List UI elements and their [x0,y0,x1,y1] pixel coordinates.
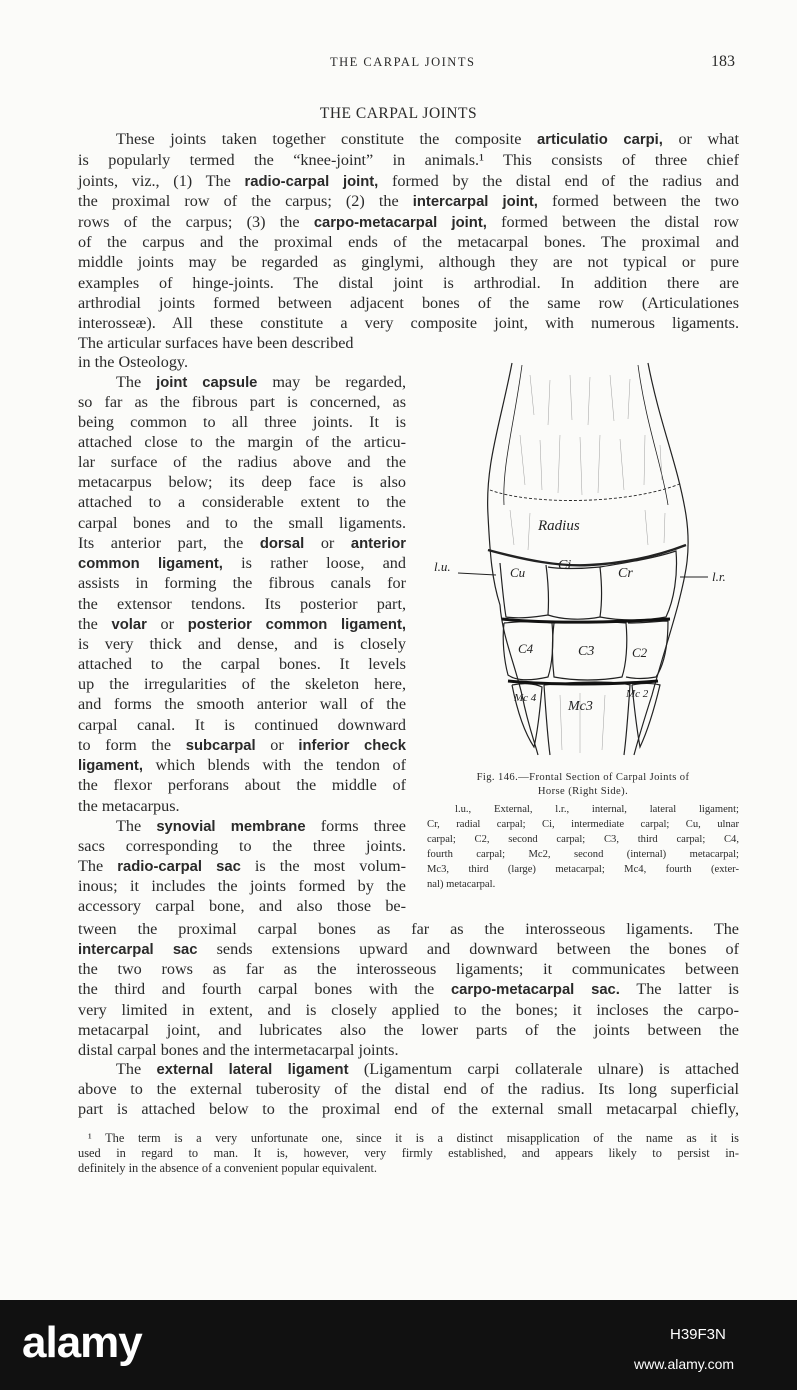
body-line [78,816,406,837]
text-run: so far as the fibrous part is concerned, as [78,393,406,411]
text-run: accessory carpal bone, and also those be- [78,897,406,915]
text-run: the metacarpus. [78,797,180,815]
body-line [78,1000,739,1020]
label-c2: C2 [632,645,648,660]
text-run: These joints taken together constitute the composite [116,130,538,148]
text-run: of the carpus and the proximal ends of the metacarpal bones. The proximal and [78,233,739,251]
carpal-section-figure [430,355,742,765]
text-run: the extensor tendons. Its posterior part, [78,595,406,613]
body-line [78,553,406,574]
text-run: joints, viz., (1) The [78,172,245,190]
text-run: formed by the distal end of the radius and [378,172,739,190]
body-line [78,939,739,960]
text-run: forms three [305,817,406,835]
text-run: The articular surfaces have been described [78,334,354,352]
body-line [78,372,406,393]
bold-term: carpo-metacarpal joint, [313,215,487,231]
text-run: or what [662,130,739,148]
body-line [78,273,739,293]
text-run: metacarpal joint, and lubricates also the lower parts of the joints between the [78,1021,739,1039]
footnote-line: ¹ The term is a very unfortunate one, since it is a distinct misapplication of the name as it is [88,1131,739,1145]
caption-title-line: Horse (Right Side). [537,786,629,797]
body-line [78,412,406,432]
body-line [78,654,406,674]
label-mc3: Mc3 [568,699,593,714]
text-run: attached close to the margin of the articu- [78,433,406,451]
caption-line: carpal; C2, second carpal; C3, third carpal; C4, [427,834,739,845]
text-run: part is attached below to the proximal end of the external small metacarpal chiefly, [78,1100,739,1118]
label-cu: Cu [510,565,526,580]
bold-term: intercarpal joint, [412,194,538,210]
body-line [78,313,739,333]
label-lr: l.r. [712,569,726,584]
bold-term: ligament, [78,758,143,774]
body-line [78,614,406,635]
watermark-image-id: H39F3N [670,1326,726,1343]
text-run: the proximal row of the carpus; (2) the [78,192,413,210]
body-line [78,150,739,170]
body-line [78,573,406,593]
bold-term: carpo-metacarpal sac. [450,982,620,998]
text-run: middle joints may be regarded as ginglymi, although they are not typical or pure [78,253,739,271]
body-line [78,796,406,816]
intermediate-carpal-shape [548,567,602,619]
bold-term: posterior common ligament, [187,617,407,633]
body-line [78,836,406,856]
text-run: the two rows as far as the interosseous ligaments; it communicates between [78,960,739,978]
body-line [78,432,406,452]
text-run: metacarpus below; its deep face is also [78,473,406,491]
bold-term: dorsal [259,536,305,552]
text-run: sends extensions upward and downward between the bones of [197,940,740,958]
watermark-url: www.alamy.com [634,1356,735,1372]
text-run: (Ligamentum carpi collaterale ulnare) is attached [348,1060,739,1078]
caption-line: Mc3, third (large) metacarpal; Mc4, fourth (exter- [427,864,739,875]
text-run: The [116,1060,157,1078]
bold-term: anterior [350,536,406,552]
bold-term: inferior check [298,738,406,754]
body-line [78,674,406,694]
body-line [78,876,406,896]
body-line [78,755,406,776]
body-line [78,634,406,654]
text-run: lar surface of the radius above and the [78,453,406,471]
text-run: is rather loose, and [222,554,406,572]
text-run: The [116,373,157,391]
text-run: arthrodial joints formed between adjacent bones of the same row (Articulationes [78,294,739,312]
text-run: interosseæ). All these constitute a very composite joint, with numerous ligaments. [78,314,739,332]
body-line [78,191,739,212]
label-cr: Cr [618,566,633,581]
label-radius: Radius [538,518,580,534]
label-mc4: Mc 4 [514,692,537,704]
body-line [78,1059,739,1080]
label-ci: Ci [558,558,572,573]
text-run: may be regarded, [257,373,406,391]
text-run: is very thick and dense, and is closely [78,635,406,653]
text-run: assists in forming the fibrous canals for [78,574,406,592]
body-line [78,1040,739,1060]
label-c3: C3 [578,644,595,659]
bold-term: common ligament, [78,556,223,572]
text-run: which blends with the tendon of [142,756,406,774]
watermark-brand: alamy [22,1318,142,1367]
label-lu: l.u. [434,559,451,574]
body-line [78,1079,739,1099]
body-line [78,735,406,756]
text-run: examples of hinge-joints. The distal joint is arthrodial. In addition there are [78,274,739,292]
body-line [78,856,406,877]
text-run: attached to a considerable extent to the [78,493,406,511]
body-line [78,212,739,233]
body-line [78,533,406,554]
caption-title-line: Fig. 146.—Frontal Section of Carpal Joints of [476,772,690,783]
body-line [78,472,406,492]
label-mc2: Mc 2 [626,688,649,700]
body-line [78,959,739,979]
text-run: in the Osteology. [78,353,188,371]
text-run: tween the proximal carpal bones as far as the interosseous ligaments. The [78,920,739,938]
body-line [78,352,406,372]
text-run: attached to the carpal bones. It levels [78,655,406,673]
footnote-line: used in regard to man. It is, however, very firmly established, and appears likely to persist in- [78,1146,739,1160]
bold-term: radio-carpal sac [117,859,241,875]
body-line [78,333,406,353]
caption-line: fourth carpal; Mc2, second (internal) metacarpal; [427,849,739,860]
text-run: above to the external tuberosity of the distal end of the radius. Its long superficial [78,1080,739,1098]
radial-carpal-shape [600,551,677,620]
body-line [78,452,406,472]
body-line [78,979,739,1000]
body-line [78,594,406,614]
body-line [78,513,406,533]
text-run: the third and fourth carpal bones with the [78,980,451,998]
body-line [78,232,739,252]
text-run: Its anterior part, the [78,534,260,552]
body-line [78,1099,739,1119]
body-line [78,492,406,512]
section-title: THE CARPAL JOINTS [319,105,478,122]
text-run: inous; it includes the joints formed by the [78,877,406,895]
body-line [78,694,406,714]
running-head [0,55,797,75]
text-run: or [146,615,188,633]
text-run: is popularly termed the “knee-joint” in animals.¹ This consists of three chief [78,151,739,169]
page-number: 183 [711,53,735,70]
label-c4: C4 [518,641,534,656]
running-head-title: THE CARPAL JOINTS [330,55,476,69]
text-run: The latter is [619,980,739,998]
body-line [78,896,406,916]
text-run: carpal canal. It is continued downward [78,716,406,734]
bold-term: radio-carpal joint, [244,174,379,190]
body-line [78,129,739,150]
text-run: to form the [78,736,186,754]
third-metacarpal-shape [544,682,630,755]
text-run: being common to all three joints. It is [78,413,406,431]
bold-term: intercarpal sac [78,942,198,958]
bold-term: volar [111,617,147,633]
text-run: distal carpal bones and the intermetacarpal joints. [78,1041,399,1059]
text-run: very limited in extent, and is closely applied to the bones; it incloses the carpo- [78,1001,739,1019]
caption-line: nal) metacarpal. [427,879,496,890]
text-run: the [78,615,112,633]
body-line [78,1020,739,1040]
footnote-line: definitely in the absence of a convenient popular equivalent. [78,1161,377,1175]
text-run: or [255,736,299,754]
text-run: formed between the two [537,192,739,210]
text-run: or [304,534,351,552]
text-run: carpal bones and to the small ligaments. [78,514,406,532]
caption-line: l.u., External, l.r., internal, lateral ligament; [455,804,739,815]
body-line [78,293,739,313]
body-line [78,252,739,272]
bold-term: subcarpal [185,738,256,754]
text-run: The [116,817,157,835]
bold-term: joint capsule [156,375,258,391]
body-line [78,919,739,939]
body-line [78,171,739,192]
bold-term: external lateral ligament [156,1062,349,1078]
text-run: rows of the carpus; (3) the [78,213,314,231]
text-run: is the most volum- [240,857,406,875]
text-run: the flexor perforans about the middle of [78,776,406,794]
text-run: and forms the smooth anterior wall of the [78,695,406,713]
text-run: sacs corresponding to the three joints. [78,837,406,855]
lu-leader-line [458,573,496,575]
text-run: formed between the distal row [486,213,739,231]
text-run: The [78,857,118,875]
body-line [78,715,406,735]
bold-term: articulatio carpi, [537,132,663,148]
body-line [78,775,406,795]
body-line [78,392,406,412]
text-run: up the irregularities of the skeleton here, [78,675,406,693]
bold-term: synovial membrane [156,819,306,835]
caption-line: Cr, radial carpal; Ci, intermediate carpal; Cu, ulnar [427,819,739,830]
